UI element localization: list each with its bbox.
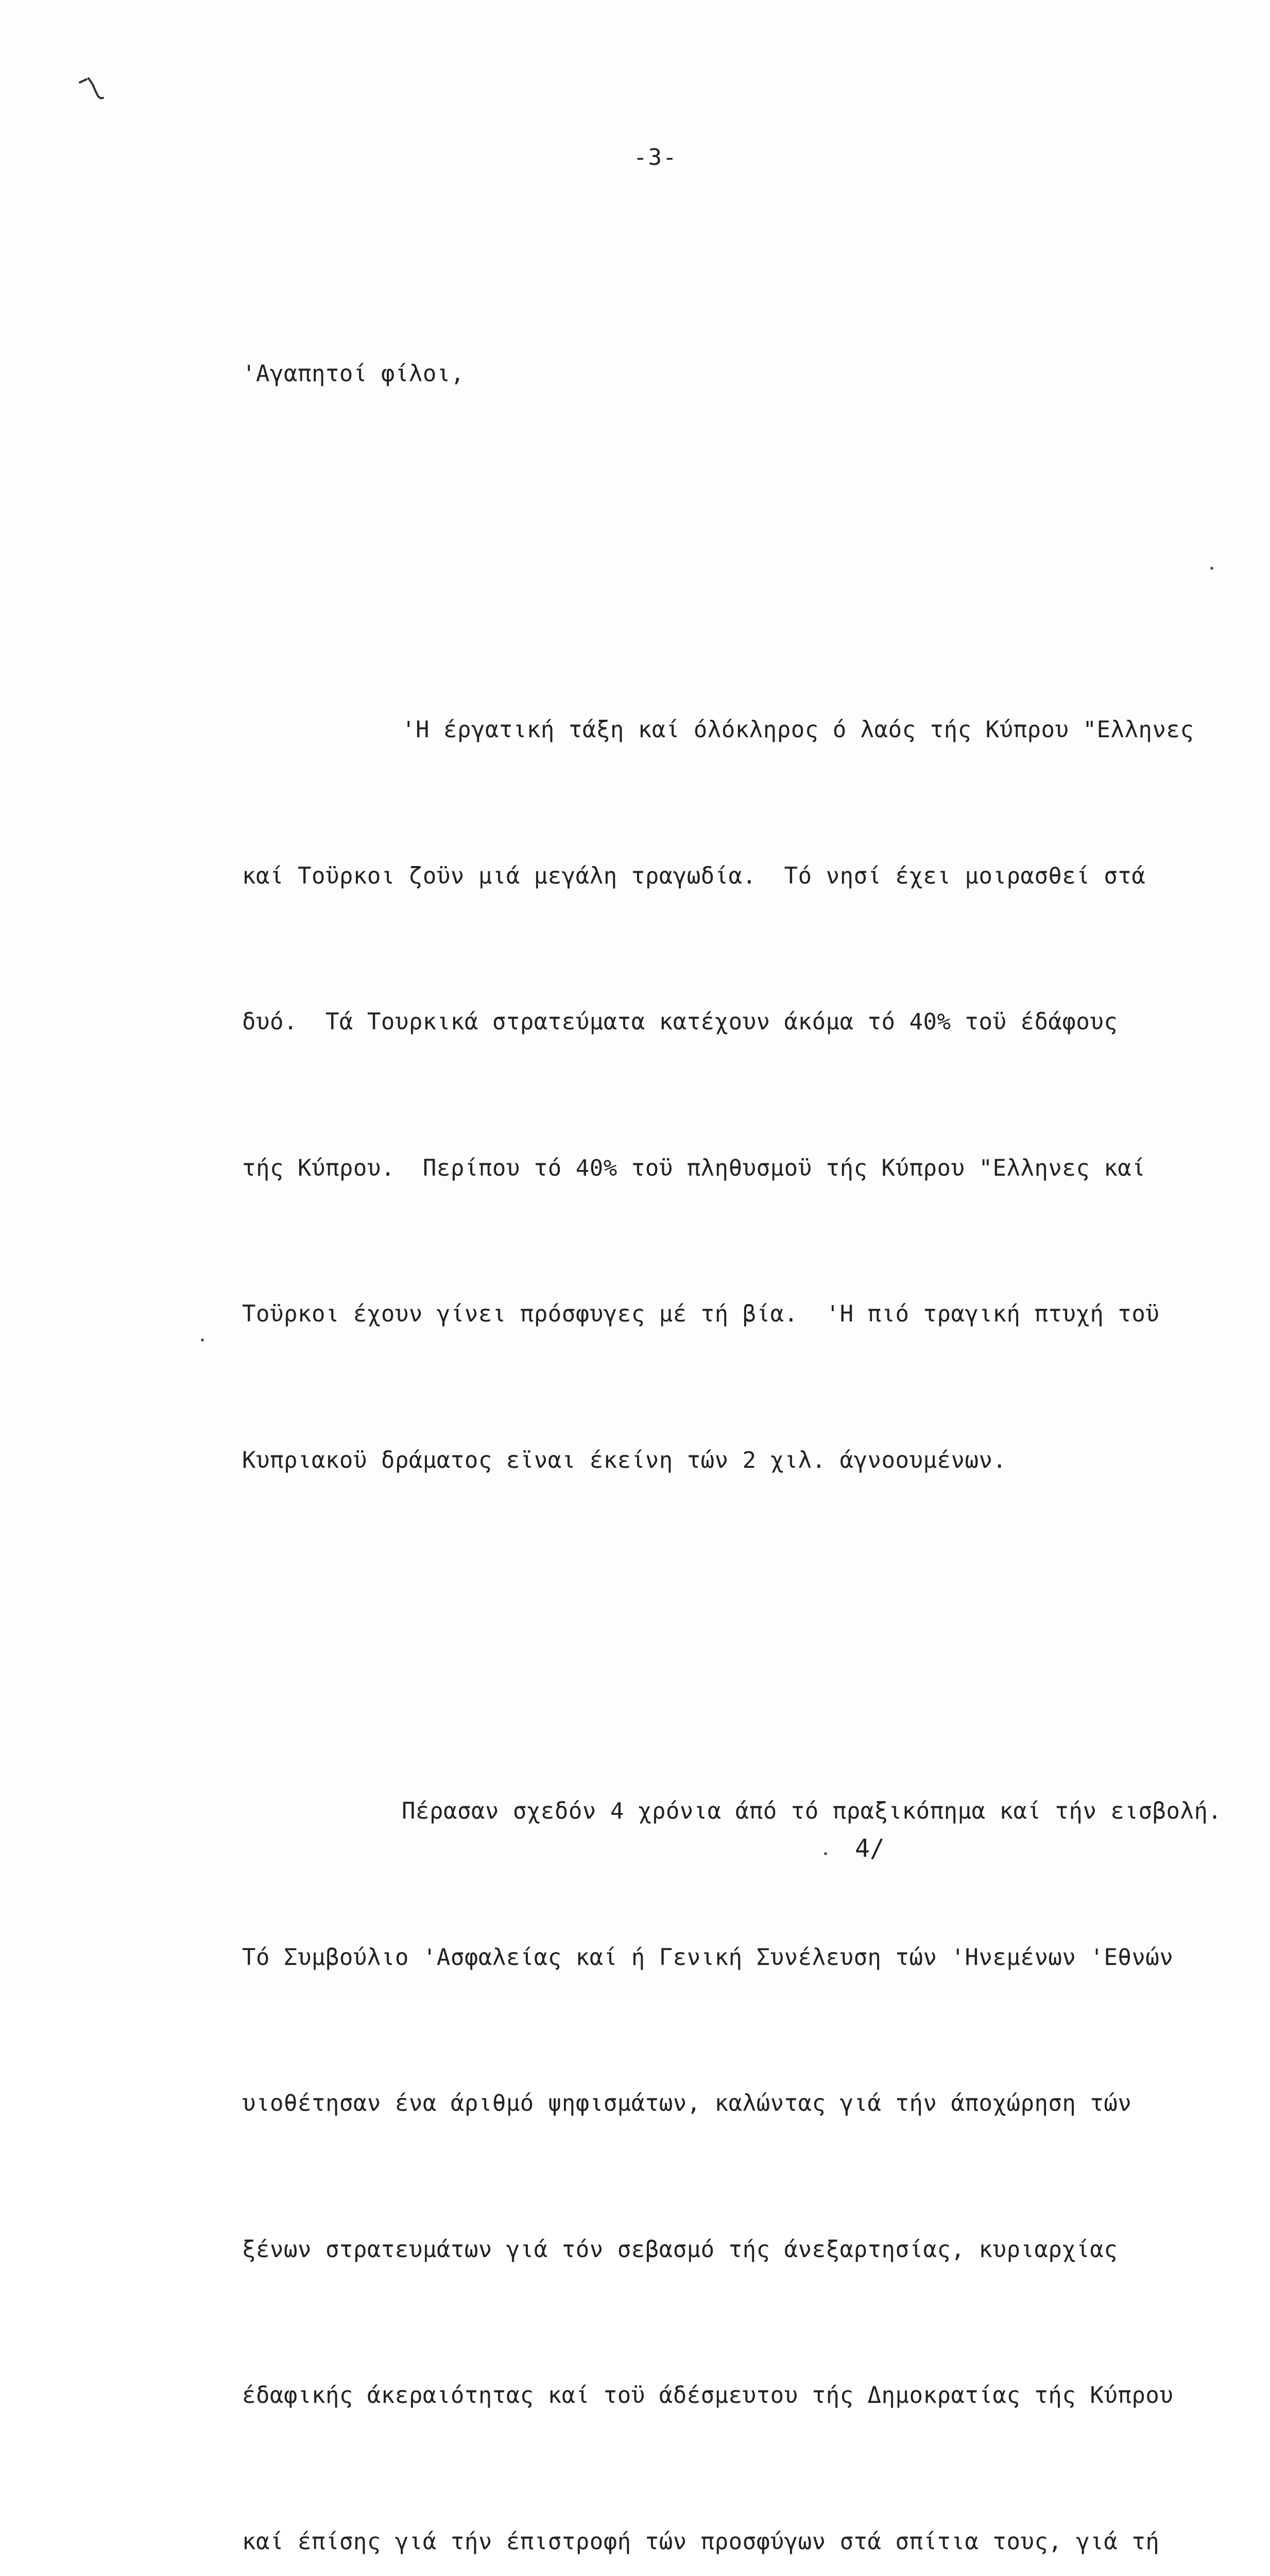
salutation-line: 'Αγαπητοί φίλοι, — [242, 360, 465, 387]
paragraph-line: έδαφικής άκεραιότητας καί τοϋ άδέσμευτου τής Δημοκρατίας τής Κύπρου — [242, 2382, 1174, 2409]
paragraph-line: Τό Συμβούλιο 'Ασφαλείας καί ή Γενική Συνέλευση τών 'Ηνεμένων 'Εθνών — [242, 1944, 1174, 1971]
handwritten-mark — [77, 72, 113, 108]
continuation-marker: 4/ — [855, 1834, 885, 1863]
paragraph-line: ξένων στρατευμάτων γιά τόν σεβασμό τής άνεξαρτησίας, κυριαρχίας — [242, 2236, 1118, 2263]
scan-speck — [201, 1338, 204, 1342]
scan-speck — [824, 1852, 827, 1855]
paragraph-line: καί έπίσης γιά τήν έπιστροφή τών προσφύγων στά σπίτια τους, γιά τή — [242, 2528, 1160, 2555]
paragraph-line: 'Η έργατική τάξη καί όλόκληρος ό λαός τής Κύπρου "Ελληνες — [402, 717, 1194, 743]
paragraph-line: Πέρασαν σχεδόν 4 χρόνια άπό τό πραξικόπημα καί τήν εισβολή. — [402, 1798, 1222, 1824]
paragraph-line: υιοθέτησαν ένα άριθμό ψηφισμάτων, καλώντας γιά τήν άποχώρηση τών — [242, 2090, 1132, 2116]
scan-speck — [1210, 567, 1213, 570]
document-body — [242, 204, 1222, 2576]
paragraph-line: δυό. Τά Τουρκικά στρατεύματα κατέχουν άκόμα τό 40% τοϋ έδάφους — [242, 1009, 1118, 1035]
paragraph-line: Τοϋρκοι έχουν γίνει πρόσφυγες μέ τή βία. 'Η πιό τραγική πτυχή τοϋ — [242, 1301, 1160, 1327]
paragraph-line: τής Κύπρου. Περίπου τό 40% τοϋ πληθυσμοϋ τής Κύπρου "Ελληνες καί — [242, 1155, 1146, 1181]
paragraph-line: καί Τοϋρκοι ζοϋν μιά μεγάλη τραγωδία. Τό νησί έχει μοιρασθεί στά — [242, 862, 1146, 889]
paragraph-line: Κυπριακοϋ δράματος εϊναι έκείνη τών 2 χιλ. άγνοουμένων. — [242, 1447, 1007, 1473]
page-number: -3- — [633, 144, 678, 171]
